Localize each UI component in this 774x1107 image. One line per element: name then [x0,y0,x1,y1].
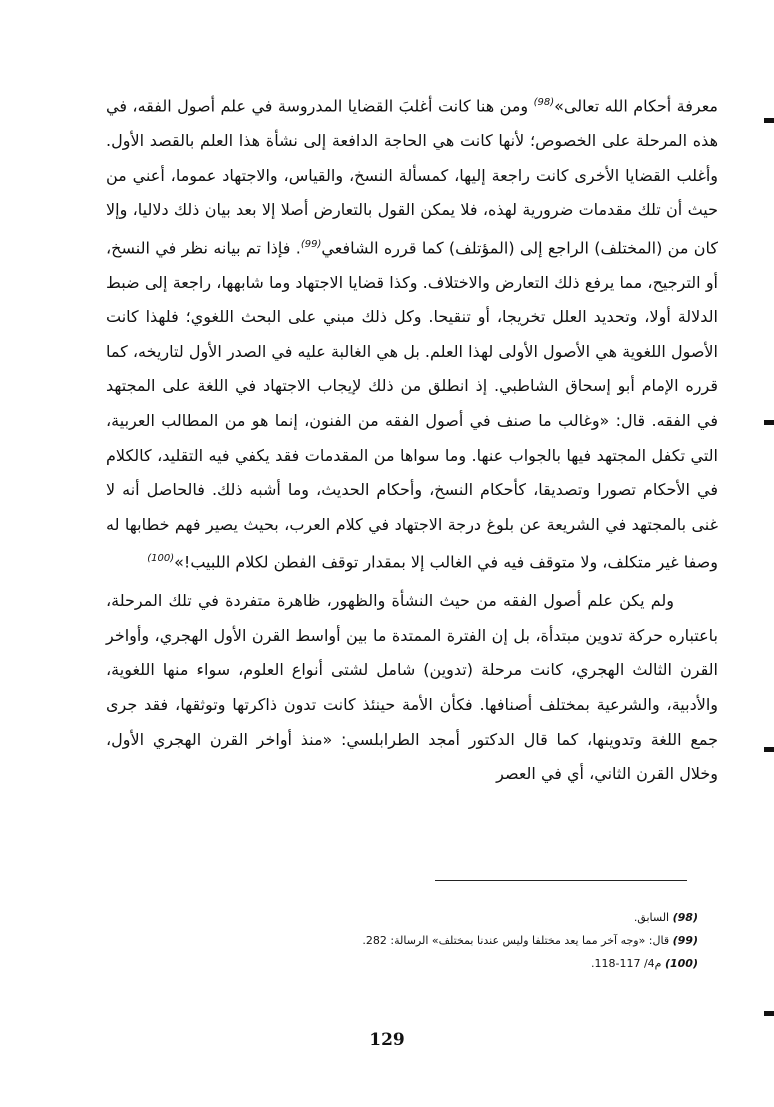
footnote-number: (98) [672,911,698,924]
footnote-reference: (99) [300,238,322,250]
footnote-text: السابق. [633,911,673,924]
footnote [200,929,698,952]
footnote-number: (99) [672,934,698,947]
edge-mark-bottom [764,1011,774,1016]
paragraph-text: . فإذا تم بيانه نظر في النسخ، أو الترجيح، مما يرفع ذلك التعارض والاختلاف. وكذا قضايا الاجتهاد وما شابهها، راجعة إلى ضبط الدلالة أولا، وتحديد العلل تخريجا، أو تنقيحا. وكل ذلك مبني على البحث اللغوي؛ فلهذا كانت الأصول اللغوية هي الأصول الأولى لهذا العلم. بل هي الغالبة عليه في الصدر الأول لتاريخه، كما قرره الإمام أبو إسحاق الشاطبي. إذ انطلق من ذلك لإيجاب الاجتهاد في اللغة على المجتهد في الفقه. قال: «وغالب ما صنف في أصول الفقه من الفنون، إنما هو من المطالب العربية، التي تكفل المجتهد فيها بالجواب عنها. وما سواها من المقدمات فقد يكفي فيه التقليد، كالكلام في الأحكام تصورا وتصديقا، كأحكام النسخ، وأحكام الحديث، وما أشبه ذلك. فالحاصل أنه لا غنى بالمجتهد في الشريعة عن بلوغ درجة الاجتهاد في كلام العرب، بحيث يصير فهم خطابها له وصفا غير متكلف، ولا متوقف فيه في الغالب إلا بمقدار توقف الفطن لكلام اللبيب!» [106,238,718,572]
footnote [200,906,698,929]
paragraph-text: معرفة أحكام الله تعالى» [554,96,718,116]
footnote-separator [435,880,687,881]
paragraph-text: ولم يكن علم أصول الفقه من حيث النشأة والظهور، ظاهرة متفردة في تلك المرحلة، باعتباره حركة تدوين مبتدأة، بل إن الفترة الممتدة ما بين أواسط القرن الأول الهجري، وأواخر القرن الثالث الهجري، كانت مرحلة (تدوين) شامل لشتى أنواع العلوم، سواء منها اللغوية، والأدبية، والشرعية بمختلف أصنافها. فكأن الأمة حينئذ كانت تدون ذاكرتها وتوثقها، فقد جرى جمع اللغة وتدوينها، كما قال الدكتور أمجد الطرابلسي: «منذ أواخر القرن الهجري الأول، وخلال القرن الثاني، أي في العصر [106,591,718,784]
body-text [106,86,718,792]
body-paragraph [106,86,718,580]
page-number: 129 [369,1030,405,1050]
edge-mark-top [764,118,774,123]
footnote-text: قال: «وجه آخر مما يعد مختلفا وليس عندنا بمختلف» الرسالة: 282. [362,934,673,947]
edge-mark-middle [764,420,774,425]
body-paragraph [106,584,718,792]
footnote-text: م4/ 117-118. [590,957,665,970]
paragraph-text: ومن هنا كانت أغلبَ القضايا المدروسة في علم أصول الفقه، في هذه المرحلة على الخصوص؛ لأنها كانت هي الحاجة الدافعة إلى نشأة هذا العلم بالقصد الأول. وأغلب القضايا الأخرى كانت راجعة إليها، كمسألة النسخ، والقياس، والاجتهاد عموما، أعني من حيث أن تلك مقدمات ضرورية لهذه، فلا يمكن القول بالتعارض أصلا إلا بعد بيان ذلك دلاليا، وإلا كان من (المختلف) الراجع إلى (المؤتلف) كما قرره الشافعي [106,96,718,258]
footnote-number: (100) [664,957,698,970]
footnote-reference: (98) [533,97,555,108]
footnote [200,952,698,975]
footnotes [200,906,698,975]
footnote-reference: (100) [147,553,175,565]
edge-mark-lower [764,747,774,752]
